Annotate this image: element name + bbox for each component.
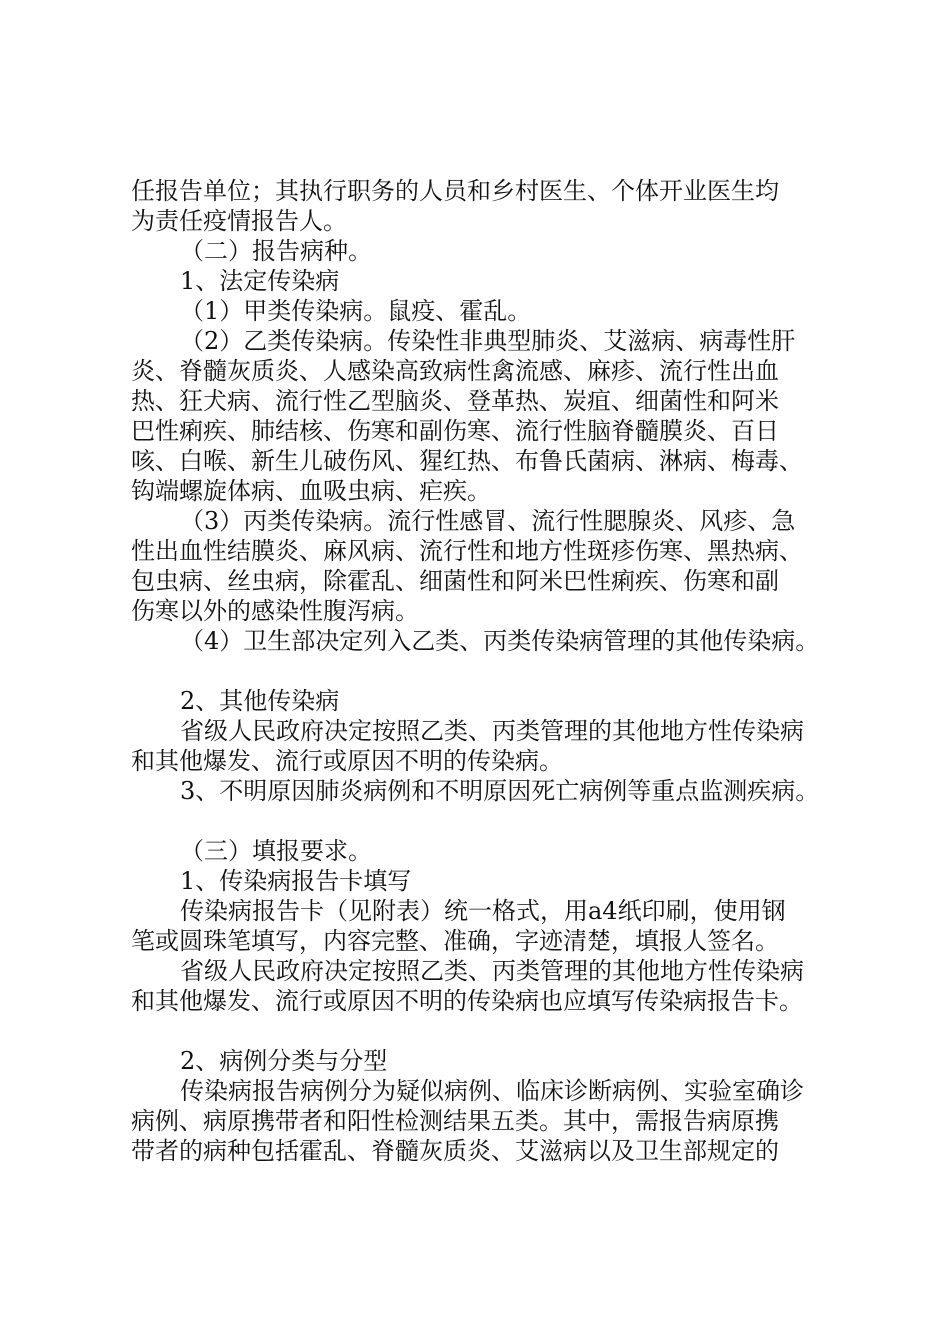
text-line: 性出血性结膜炎、麻风病、流行性和地方性斑疹伤寒、黑热病、 [131, 537, 803, 565]
text-line: 3、不明原因肺炎病例和不明原因死亡病例等重点监测疾病。 [180, 777, 820, 805]
subsection-heading: 2、病例分类与分型 [180, 1047, 388, 1075]
text-line: 传染病报告病例分为疑似病例、临床诊断病例、实验室确诊 [180, 1077, 804, 1105]
text-line: （3）丙类传染病。流行性感冒、流行性腮腺炎、风疹、急 [180, 507, 796, 535]
text-line: 为责任疫情报告人。 [131, 207, 347, 235]
text-line: 钩端螺旋体病、血吸虫病、疟疾。 [131, 477, 491, 505]
text-line: 咳、白喉、新生儿破伤风、猩红热、布鲁氏菌病、淋病、梅毒、 [131, 447, 803, 475]
text-line: 和其他爆发、流行或原因不明的传染病。 [131, 747, 563, 775]
text-line: 带者的病种包括霍乱、脊髓灰质炎、艾滋病以及卫生部规定的 [131, 1137, 779, 1165]
text-line: （2）乙类传染病。传染性非典型肺炎、艾滋病、病毒性肝 [180, 327, 796, 355]
text-line: 热、狂犬病、流行性乙型脑炎、登革热、炭疽、细菌性和阿米 [131, 387, 779, 415]
text-line: 任报告单位；其执行职务的人员和乡村医生、个体开业医生均 [131, 177, 779, 205]
text-line: 和其他爆发、流行或原因不明的传染病也应填写传染病报告卡。 [131, 987, 803, 1015]
text-line: 巴性痢疾、肺结核、伤寒和副伤寒、流行性脑脊髓膜炎、百日 [131, 417, 779, 445]
section-heading: （二）报告病种。 [180, 237, 372, 265]
text-line: 病例、病原携带者和阳性检测结果五类。其中，需报告病原携 [131, 1107, 779, 1135]
text-line: （4）卫生部决定列入乙类、丙类传染病管理的其他传染病。 [180, 627, 820, 655]
section-heading: （三）填报要求。 [180, 837, 372, 865]
text-line: （1）甲类传染病。鼠疫、霍乱。 [180, 297, 532, 325]
text-line: 省级人民政府决定按照乙类、丙类管理的其他地方性传染病 [180, 957, 804, 985]
text-line: 包虫病、丝虫病，除霍乱、细菌性和阿米巴性痢疾、伤寒和副 [131, 567, 779, 595]
subsection-heading: 1、传染病报告卡填写 [180, 867, 412, 895]
subsection-heading: 2、其他传染病 [180, 687, 340, 715]
text-line: 省级人民政府决定按照乙类、丙类管理的其他地方性传染病 [180, 717, 804, 745]
text-line: 伤寒以外的感染性腹泻病。 [131, 597, 419, 625]
text-line: 笔或圆珠笔填写，内容完整、准确，字迹清楚，填报人签名。 [131, 927, 779, 955]
text-line: 传染病报告卡（见附表）统一格式，用a4纸印刷，使用钢 [180, 897, 786, 925]
subsection-heading: 1、法定传染病 [180, 267, 340, 295]
text-line: 炎、脊髓灰质炎、人感染高致病性禽流感、麻疹、流行性出血 [131, 357, 779, 385]
